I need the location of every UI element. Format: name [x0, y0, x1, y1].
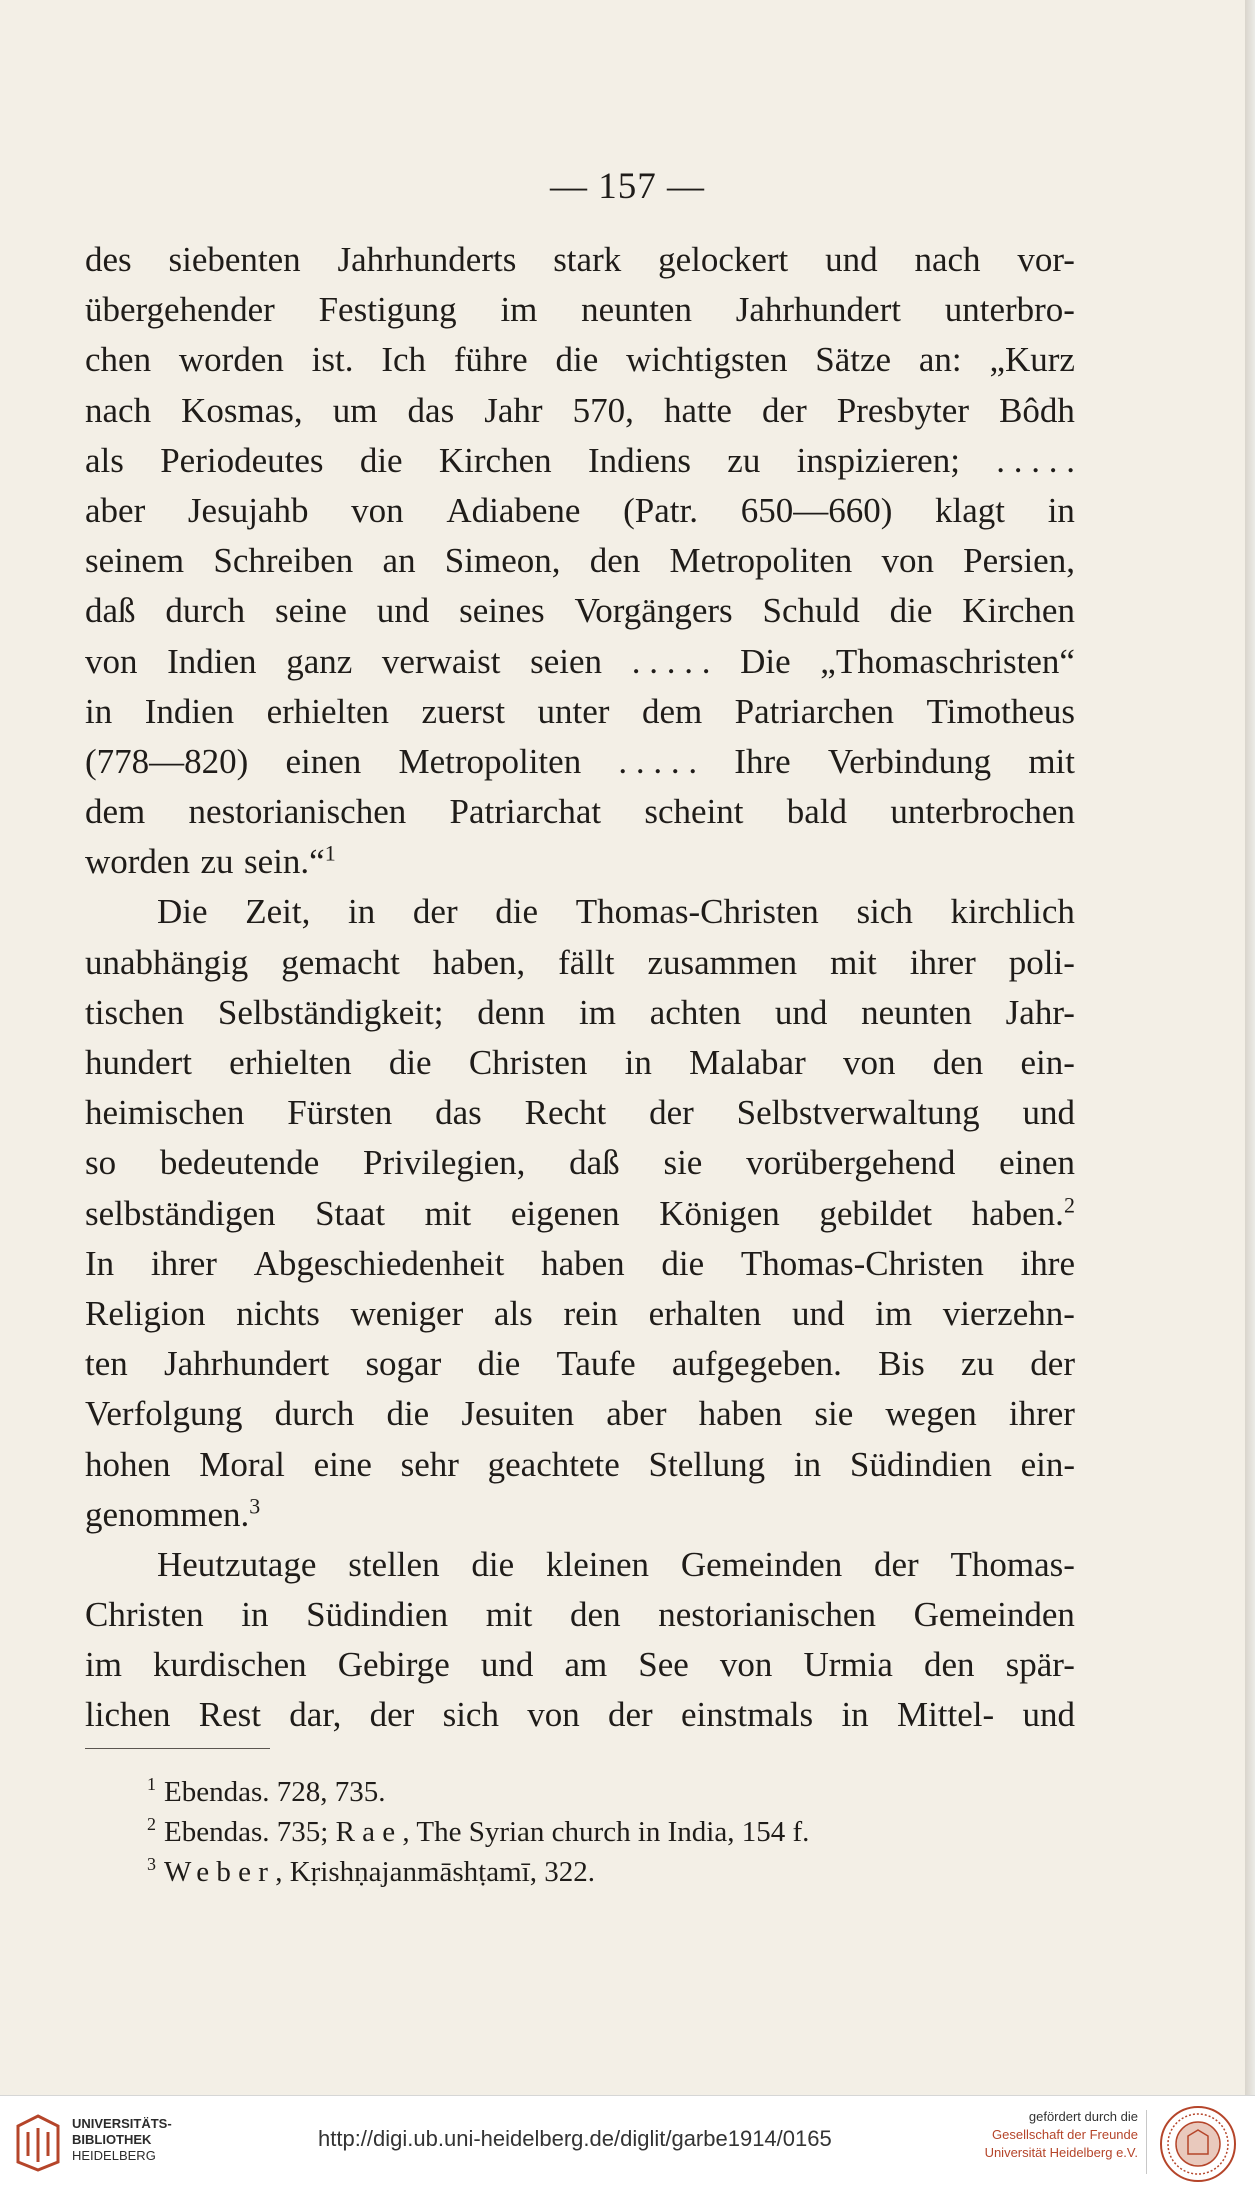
word: poli-	[1008, 942, 1075, 982]
text-line	[85, 1389, 1075, 1439]
word: Mittel-	[896, 1695, 995, 1735]
word: ihrer	[909, 942, 976, 982]
footnote	[147, 1852, 809, 1892]
word: Fürsten	[287, 1093, 393, 1133]
footnote-text: , Kṛishṇajanmāshṭamī, 322.	[275, 1856, 595, 1888]
word: Kirchen	[962, 591, 1075, 631]
word: am	[564, 1645, 608, 1685]
word: Sätze	[815, 340, 892, 380]
word: den	[932, 1043, 984, 1082]
word: an	[382, 541, 416, 581]
word: Persien,	[963, 541, 1075, 581]
word: in	[85, 691, 113, 731]
word: zu	[961, 1344, 995, 1384]
text-line	[85, 285, 1075, 335]
word: der	[412, 892, 458, 932]
word: Christen	[468, 1043, 588, 1082]
word: stellen	[348, 1544, 440, 1584]
word: von	[881, 541, 934, 581]
word: gemacht	[281, 942, 400, 982]
library-name	[72, 2116, 172, 2164]
word: chen	[85, 340, 152, 380]
word: in	[841, 1695, 869, 1735]
word: Südindien	[849, 1444, 992, 1484]
word: zu	[727, 440, 761, 480]
word: siebenten	[168, 240, 301, 279]
word: Ich	[381, 340, 427, 380]
word: neunten	[581, 290, 692, 330]
word: Metropoliten	[669, 541, 853, 581]
word: einen	[285, 741, 362, 781]
word: klagt	[935, 490, 1006, 530]
word: (Patr.	[623, 490, 698, 530]
footnote-text: Ebendas. 728, 735.	[164, 1776, 386, 1808]
word: des	[85, 240, 132, 279]
word: unabhängig	[85, 942, 249, 982]
word: sich	[442, 1695, 499, 1735]
word: als	[493, 1293, 533, 1333]
page-number: — 157 —	[550, 166, 705, 207]
word: Kosmas,	[181, 390, 303, 430]
text-line	[85, 938, 1075, 988]
word: selbständigen	[85, 1193, 276, 1233]
word: ten	[85, 1344, 128, 1384]
word: erhalten	[648, 1293, 762, 1333]
text-line	[85, 1690, 1075, 1740]
word: das	[407, 390, 455, 430]
word: den	[589, 541, 641, 581]
word: Malabar	[689, 1043, 806, 1082]
footnote-author: Rae	[335, 1816, 403, 1848]
word: an:	[918, 340, 962, 380]
word: von	[719, 1645, 773, 1685]
word: als	[85, 440, 124, 480]
word: Stellung	[648, 1444, 766, 1484]
word: den	[570, 1595, 621, 1635]
word: hatte	[663, 390, 732, 430]
word: Privilegien,	[363, 1143, 526, 1183]
word: Jesuiten	[461, 1394, 575, 1434]
word: unterbro-	[944, 290, 1075, 330]
text-line	[85, 235, 1075, 285]
word: durch	[274, 1394, 355, 1434]
text-line	[85, 887, 1075, 937]
word: und	[1022, 1093, 1075, 1133]
word: in	[348, 892, 376, 932]
word: See	[638, 1645, 689, 1685]
word: seines	[459, 591, 545, 631]
word: Schreiben	[213, 541, 354, 581]
word: hundert	[85, 1043, 192, 1082]
word: vorübergehend	[746, 1143, 956, 1183]
word: wichtigsten	[626, 340, 788, 380]
word: Christen	[85, 1595, 204, 1635]
text-line	[85, 386, 1075, 436]
text-line	[85, 1540, 1075, 1590]
word: ein-	[1020, 1444, 1075, 1484]
word: die	[477, 1344, 521, 1384]
word: genommen.$^3$	[85, 1493, 261, 1534]
word: so	[85, 1143, 117, 1183]
word: Gebirge	[337, 1645, 450, 1685]
body-text	[85, 235, 1075, 1741]
word: aber	[606, 1394, 667, 1434]
word: eine	[313, 1444, 372, 1484]
text-line	[85, 837, 1075, 887]
word: Verbindung	[827, 741, 992, 781]
word: bald	[786, 792, 848, 832]
word: Jahrhundert	[163, 1344, 330, 1384]
word: seinem	[85, 541, 185, 581]
word: dem	[85, 792, 146, 832]
word: denn	[477, 992, 546, 1032]
word: im	[500, 290, 538, 330]
word: Zeit,	[245, 892, 311, 932]
word: von	[527, 1695, 580, 1735]
word: der	[874, 1544, 919, 1584]
word: seine	[274, 591, 347, 631]
footnote-number: 3	[147, 1854, 156, 1875]
word: Heutzutage	[157, 1544, 317, 1584]
word: bedeutende	[159, 1143, 320, 1183]
text-line	[85, 787, 1075, 837]
page-edge	[1245, 0, 1255, 2095]
word: einen	[999, 1143, 1075, 1183]
word: sehr	[400, 1444, 459, 1484]
word: in	[241, 1595, 269, 1635]
word: und	[1022, 1695, 1075, 1735]
word: sich	[856, 892, 913, 932]
word: Simeon,	[444, 541, 561, 581]
text-line	[85, 1289, 1075, 1339]
word: ihre	[1020, 1243, 1075, 1283]
word: Die	[157, 892, 208, 932]
word: führe	[453, 340, 528, 380]
word: Staat	[315, 1193, 386, 1233]
word: mit	[830, 942, 877, 982]
word: geachtete	[487, 1444, 620, 1484]
word: und	[825, 240, 878, 279]
word: wegen	[885, 1394, 977, 1434]
word: Taufe	[556, 1344, 636, 1384]
word: nichts	[236, 1293, 320, 1333]
footnote-rule	[85, 1748, 270, 1749]
word: im	[85, 1645, 122, 1685]
word: haben	[541, 1243, 625, 1283]
word: daß	[569, 1143, 620, 1183]
word: Religion	[85, 1293, 206, 1333]
word: der	[608, 1695, 653, 1735]
word: rein	[563, 1293, 618, 1333]
word: von	[842, 1043, 896, 1082]
word: „Kurz	[989, 340, 1075, 380]
word: im	[875, 1293, 913, 1333]
permalink-url[interactable]: http://digi.ub.uni-heidelberg.de/diglit/garbe1914/0165	[318, 2126, 832, 2151]
text-line	[85, 988, 1075, 1038]
word: 650—660)	[740, 490, 893, 530]
word: sie	[814, 1394, 854, 1434]
word: Jahrhunderts	[337, 240, 517, 279]
word: die	[495, 892, 539, 932]
word: inspizieren;	[796, 440, 960, 480]
word: fällt	[558, 942, 615, 982]
word: übergehender	[85, 290, 275, 330]
word: Südindien	[306, 1595, 449, 1635]
word: eigenen	[510, 1193, 620, 1233]
word: Jahr	[484, 390, 543, 430]
word: und	[774, 992, 828, 1032]
word: zu	[200, 842, 234, 882]
word: Gemeinden	[913, 1595, 1075, 1635]
word: seien	[530, 641, 603, 681]
text-line	[85, 1189, 1075, 1239]
word: den	[923, 1645, 975, 1685]
word: mit	[485, 1595, 533, 1635]
word: Bis	[878, 1344, 925, 1384]
library-name-line2: BIBLIOTHEK	[72, 2132, 152, 2147]
word: In	[85, 1243, 115, 1283]
text-line	[85, 1088, 1075, 1138]
word: Jesujahb	[187, 490, 309, 530]
footer-bar	[0, 2095, 1255, 2188]
word: mit	[424, 1193, 472, 1233]
word: worden	[85, 842, 190, 882]
word: Thomas-	[950, 1544, 1075, 1584]
footnote	[147, 1812, 809, 1852]
word: durch	[165, 591, 246, 631]
text-line	[85, 737, 1075, 787]
word: Festigung	[318, 290, 457, 330]
text-line	[85, 1640, 1075, 1690]
word: weniger	[350, 1293, 464, 1333]
word: vor-	[1017, 240, 1075, 279]
word: (778—820)	[85, 741, 249, 781]
word: der	[1030, 1344, 1075, 1384]
word: Vorgängers	[574, 591, 733, 631]
word: der	[762, 390, 807, 430]
word: gebildet	[819, 1193, 933, 1233]
word: die	[555, 340, 599, 380]
word: achten	[649, 992, 742, 1032]
word: die	[661, 1243, 705, 1283]
word: unterbrochen	[890, 792, 1075, 832]
text-line	[85, 1339, 1075, 1389]
word: daß	[85, 591, 136, 631]
word: Kirchen	[438, 440, 552, 480]
word: Metropoliten	[398, 741, 582, 781]
word: Patriarchat	[449, 792, 602, 832]
word: und	[376, 591, 430, 631]
footnote-author: Weber	[164, 1856, 276, 1888]
word: Indien	[167, 641, 257, 681]
word: Periodeutes	[160, 440, 324, 480]
word: Timotheus	[926, 691, 1075, 731]
text-line	[85, 1490, 1075, 1540]
word: sein.“$^1$	[244, 840, 336, 882]
text-line	[85, 536, 1075, 586]
footnote-number: 2	[147, 1814, 156, 1835]
word: Jahrhundert	[735, 290, 901, 330]
word: 570,	[572, 390, 634, 430]
word: Indien	[144, 691, 235, 731]
word: tischen	[85, 992, 185, 1032]
word: die	[471, 1544, 515, 1584]
word: heimischen	[85, 1093, 245, 1133]
word: verwaist	[381, 641, 501, 681]
funding-note	[968, 2108, 1138, 2162]
footnote-marker: 1	[324, 840, 336, 866]
word: von	[351, 490, 404, 530]
word: aufgegeben.	[671, 1344, 842, 1384]
word: hohen	[85, 1444, 171, 1484]
text-line	[85, 1440, 1075, 1490]
word: und	[791, 1293, 845, 1333]
word: worden	[178, 340, 284, 380]
word: sogar	[365, 1344, 442, 1384]
text-line	[85, 335, 1075, 385]
word: Indiens	[587, 440, 691, 480]
word: unter	[537, 691, 610, 731]
word: Verfolgung	[85, 1394, 243, 1434]
word: im	[579, 992, 616, 1032]
word: in	[1047, 490, 1075, 530]
footnote-marker: 2	[1063, 1191, 1075, 1217]
word: Thomas-Christen	[740, 1243, 984, 1283]
word: sie	[663, 1143, 703, 1183]
word: Königen	[659, 1193, 780, 1233]
word: nestorianischen	[658, 1595, 876, 1635]
word: vierzehn-	[942, 1293, 1075, 1333]
word: nach	[914, 240, 981, 279]
text-line	[85, 687, 1075, 737]
word: die	[889, 591, 933, 631]
word: nach	[85, 390, 152, 430]
text-line	[85, 637, 1075, 687]
funder-name-line1: Gesellschaft der Freunde	[992, 2127, 1138, 2142]
word: neunten	[861, 992, 972, 1032]
word: Die	[740, 641, 791, 681]
word: . . . . .	[631, 641, 711, 681]
word: Ihre	[734, 741, 791, 781]
text-line	[85, 1590, 1075, 1640]
word: der	[649, 1093, 694, 1133]
word: in	[793, 1444, 822, 1484]
word: Schuld	[762, 591, 860, 631]
word: und	[480, 1645, 534, 1685]
word: haben.$^2$	[971, 1191, 1075, 1233]
word: Adiabene	[446, 490, 581, 530]
footnote-marker: 3	[249, 1493, 261, 1519]
text-line	[85, 586, 1075, 636]
word: Bôdh	[999, 390, 1075, 430]
word: spär-	[1005, 1645, 1075, 1685]
library-logo-icon	[12, 2110, 64, 2174]
word: kirchlich	[950, 892, 1075, 932]
footnote-text: , The Syrian church in India, 154 f.	[402, 1816, 810, 1848]
word: Selbständigkeit;	[217, 992, 444, 1032]
footnote-number: 1	[147, 1774, 156, 1795]
word: um	[332, 390, 378, 430]
university-seal-icon	[1158, 2104, 1238, 2184]
word: ihrer	[1008, 1394, 1075, 1434]
word: kurdischen	[153, 1645, 307, 1685]
word: der	[369, 1695, 415, 1735]
text-line	[85, 1138, 1075, 1188]
word: ist.	[311, 340, 354, 380]
word: haben,	[432, 942, 526, 982]
word: Patriarchen	[734, 691, 895, 731]
word: nestorianischen	[188, 792, 407, 832]
word: gelockert	[658, 240, 789, 279]
word: Jahr-	[1005, 992, 1075, 1032]
word: ein-	[1020, 1043, 1075, 1082]
word: dar,	[289, 1695, 342, 1735]
word: die	[386, 1394, 430, 1434]
text-line	[85, 1038, 1075, 1088]
word: die	[359, 440, 403, 480]
word: Thomas-Christen	[575, 892, 819, 932]
word: „Thomaschristen“	[820, 641, 1075, 681]
word: haben	[698, 1394, 783, 1434]
word: lichen	[85, 1695, 171, 1735]
word: erhielten	[229, 1043, 352, 1082]
text-line	[85, 1239, 1075, 1289]
word: mit	[1028, 741, 1075, 781]
word: kleinen	[546, 1544, 650, 1584]
word: stark	[553, 240, 622, 279]
word: Urmia	[803, 1645, 893, 1685]
word: von	[85, 641, 138, 681]
footnote	[147, 1772, 809, 1812]
word: das	[435, 1093, 482, 1133]
word: Presbyter	[836, 390, 969, 430]
word: Abgeschiedenheit	[253, 1243, 505, 1283]
word: die	[388, 1043, 432, 1082]
word: Gemeinden	[680, 1544, 843, 1584]
text-line	[85, 486, 1075, 536]
word: ihrer	[150, 1243, 217, 1283]
word: in	[624, 1043, 652, 1082]
word: dem	[641, 691, 703, 731]
funder-name-line2: Universität Heidelberg e.V.	[984, 2145, 1138, 2160]
word: einstmals	[680, 1695, 814, 1735]
word: aber	[85, 490, 146, 530]
library-name-line1: UNIVERSITÄTS-	[72, 2116, 172, 2131]
footnotes	[147, 1772, 809, 1892]
word: Rest	[198, 1695, 262, 1735]
library-name-line3: HEIDELBERG	[72, 2148, 156, 2163]
word: zuerst	[421, 691, 506, 731]
funded-by-label: gefördert durch die	[1028, 2109, 1138, 2124]
word: ganz	[286, 641, 353, 681]
text-line	[85, 436, 1075, 486]
footnote-text: Ebendas. 735;	[164, 1816, 336, 1848]
word: Recht	[524, 1093, 607, 1133]
word: Selbstverwaltung	[736, 1093, 980, 1133]
word: scheint	[644, 792, 744, 832]
word: . . . . .	[996, 440, 1075, 480]
word: Moral	[199, 1444, 285, 1484]
word: . . . . .	[618, 741, 698, 781]
word: zusammen	[647, 942, 798, 982]
footer-divider	[1146, 2110, 1147, 2174]
word: erhielten	[266, 691, 390, 731]
